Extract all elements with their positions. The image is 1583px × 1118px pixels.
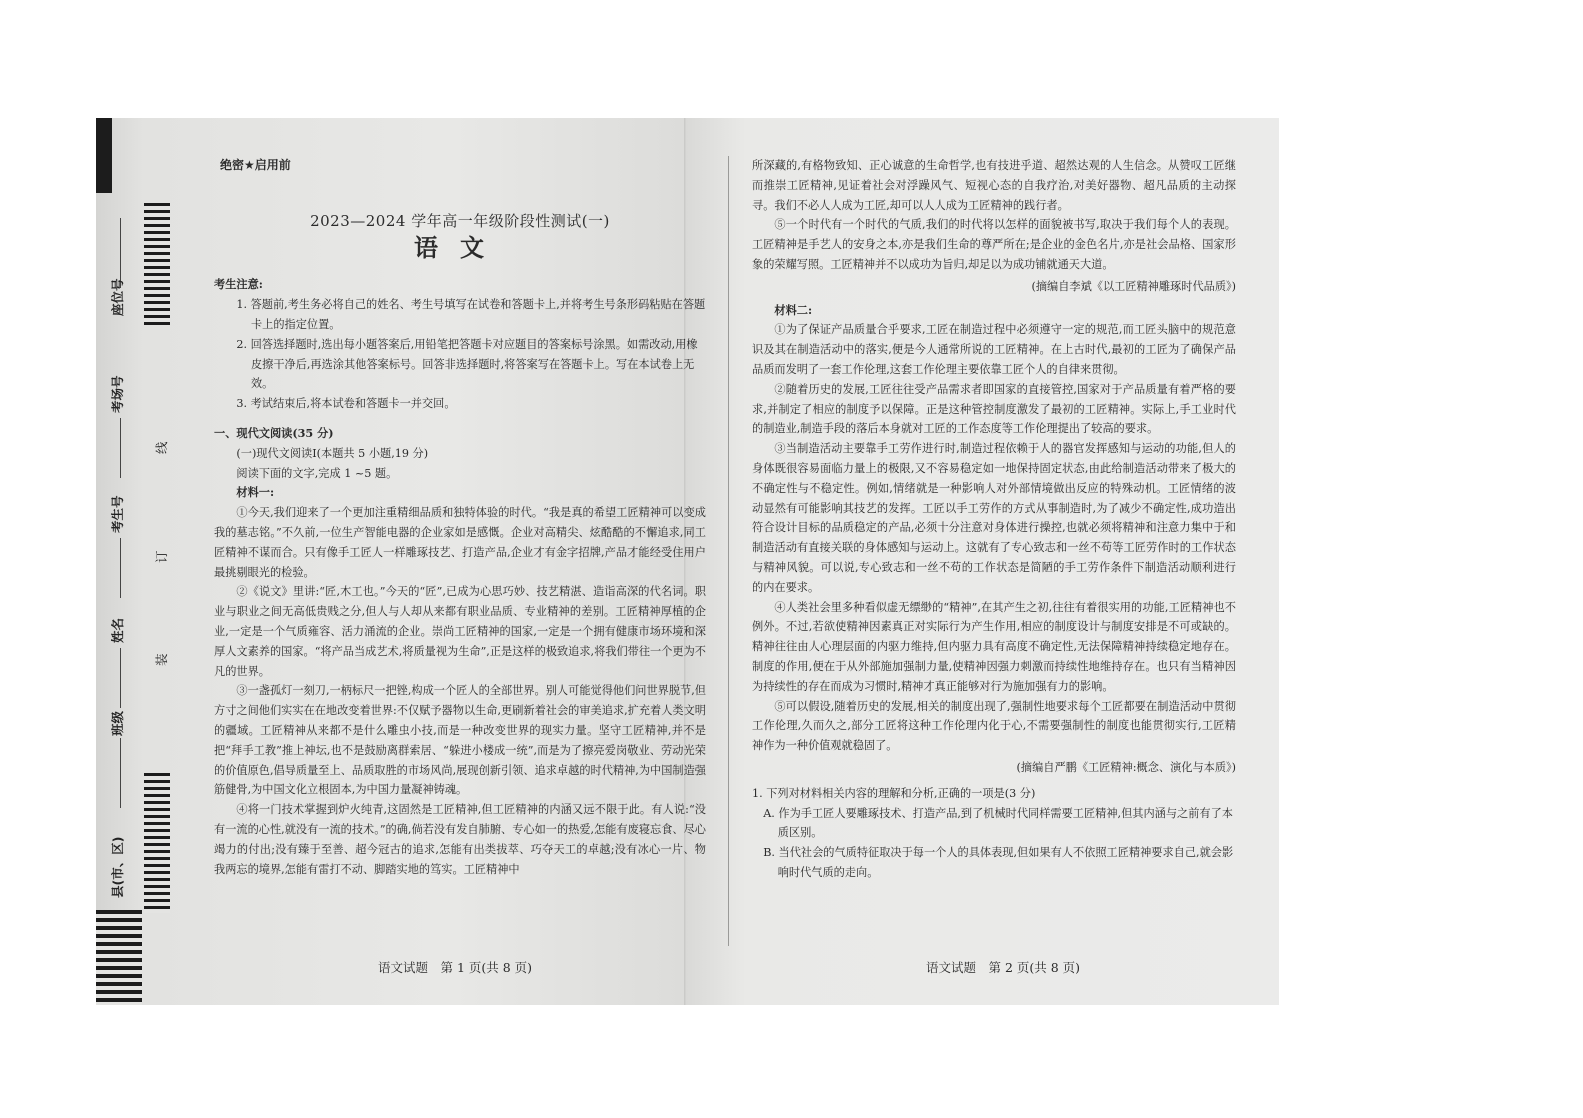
notice-item: 2. 回答选择题时,选出每小题答案后,用铅笔把答题卡对应题目的答案标号涂黑。如需改动,用橡皮擦干净后,再选涂其他答案标号。回答非选择题时,将答案写在答题卡上。写在本试卷上无效。 [236, 337, 698, 391]
subsection-heading: (一)现代文阅读Ⅰ(本题共 5 小题,19 分) [236, 446, 429, 460]
passage-paragraph: ④人类社会里多种看似虚无缥缈的“精神”,在其产生之初,往往有着很实用的功能,工匠精神也不例外。不过,若欲使精神因素真正对实际行为产生作用,相应的制度设计与制度安排是不可或缺的。精神往往由人心理层面的内驱力维持,但内驱力具有高度不确定性,无法保障精神持续稳定地存在。制度的作用,便在于从外部施加强制力量,使精神因强力刺激而持续性地维持存在。也只有当精神因为持续性的存在而成为习惯时,精神才真正能够对行为施加强有力的影响。 [752, 600, 1236, 693]
binding-line-mark: 线 [154, 441, 169, 454]
right-page-content [752, 156, 1236, 883]
page-footer-right: 语文试题 第 2 页(共 8 页) [926, 960, 1081, 975]
passage-paragraph: ③当制造活动主要靠手工劳作进行时,制造过程依赖于人的器官发挥感知与运动的功能,但人的身体既很容易面临力量上的极限,又不容易稳定如一地保持固定状态,由此给制造活动带来了极大的不确定性与不稳定性。例如,情绪就是一种影响人对外部情境做出反应的特殊动机。工匠情绪的波动显然有可能影响其技艺的发挥。工匠以手工劳作的方式从事制造时,为了减少不确定性,成功造出符合设计目标的品质稳定的产品,必须十分注意对身体进行操控,也就必须将精神和注意力集中于和制造活动有直接关联的身体感知与运动上。这就有了专心致志和一丝不苟等工匠劳作时的工作状态与精神风貌。可以说,专心致志和一丝不苟的工作状态是简陋的手工劳作条件下制造活动顺利进行的内在要求。 [752, 442, 1236, 594]
label-county: 县(市、区) [110, 836, 125, 898]
material-two-heading: 材料二: [774, 302, 813, 317]
passage-paragraph: ①为了保证产品质量合乎要求,工匠在制造过程中必须遵守一定的规范,而工匠头脑中的规范意识及其在制造活动中的落实,便是今人通常所说的工匠精神。在上古时代,最初的工匠为了确保产品品质而发明了一套工作伦理,这套工作伦理主要依靠工匠个人的自律来贯彻。 [752, 323, 1236, 376]
fill-line-class [120, 738, 121, 808]
passage-paragraph: ⑤可以假设,随着历史的发展,相关的制度出现了,强制性地要求每个工匠都要在制造活动中贯彻工作伦理,久而久之,部分工匠将这种工作伦理内化于心,不需要强制性的制度也能贯彻实行,工匠精神作为一种价值观就稳固了。 [752, 699, 1236, 753]
notice-item: 3. 考试结束后,将本试卷和答题卡一并交回。 [236, 397, 456, 411]
label-seat: 座位号 [110, 278, 125, 316]
passage-paragraph: ③一盏孤灯一刻刀,一柄标尺一把锉,构成一个匠人的全部世界。别人可能觉得他们问世界脱节,但方寸之间他们实实在在地改变着世界:不仅赋予器物以生命,更刷新着社会的审美追求,扩充着人类文明的疆域。工匠精神从来都不是什么雕虫小技,而是一种改变世界的现实力量。坚守工匠精神,并不是把“拜手工教”推上神坛,也不是鼓励离群索居、“躲进小楼成一统”,而是为了擦亮爱岗敬业、劳动光荣的价值原色,倡导质量至上、品质取胜的市场风尚,展现创新引领、追求卓越的时代精神,为中国制造强筋健骨,为中国文化立根固本,为中国力量凝神铸魂。 [214, 684, 706, 797]
passage-paragraph: ②《说文》里讲:“匠,木工也。”今天的“匠”,已成为心思巧妙、技艺精湛、造诣高深的代名词。职业与职业之间无高低贵贱之分,但人与人却从来都有职业品质、专业精神的差别。工匠精神厚植的企业,一定是一个气质雍容、活力涌流的企业。崇尚工匠精神的国家,一定是一个拥有健康市场环境和深厚人文素养的国家。“将产品当成艺术,将质量视为生命”,正是这样的极致追求,将我们带往一个更为不凡的世界。 [214, 585, 706, 678]
question-option: A. 作为手工匠人要雕琢技术、打造产品,到了机械时代同样需要工匠精神,但其内涵与之前有了本质区别。 [763, 806, 1233, 840]
subject-title: 语文 [414, 232, 506, 262]
fill-line-room [120, 418, 121, 478]
exam-title: 2023—2024 学年高一年级阶段性测试(一) [310, 211, 610, 230]
material-two-source: (摘编自严鹏《工匠精神:概念、演化与本质》) [1016, 760, 1236, 774]
material-one-source: (摘编自李斌《以工匠精神雕琢时代品质》) [1031, 279, 1236, 293]
notice-item: 1. 答题前,考生务必将自己的姓名、考生号填写在试卷和答题卡上,并将考生号条形码粘贴在答题卡上的指定位置。 [236, 298, 706, 331]
passage-paragraph: ②随着历史的发展,工匠往往受产品需求者即国家的直接管控,国家对于产品质量有着严格的要求,并制定了相应的制度予以保障。正是这种管控制度激发了最初的工匠精神。实际上,手工业时代的制造业,制造手段的落后本身就对工匠的工作态度等工作伦理提出了较高的要求。 [752, 382, 1236, 436]
question-one: 1. 下列对材料相关内容的理解和分析,正确的一项是(3 分) [752, 786, 1036, 800]
passage-paragraph-continued: 所深藏的,有格物致知、正心诚意的生命哲学,也有技进乎道、超然达观的人生信念。从赞叹工匠继而推崇工匠精神,见证着社会对浮躁风气、短视心态的自我疗治,对美好器物、超凡品质的主动探寻。我们不必人人成为工匠,却可以人人成为工匠精神的践行者。 [752, 159, 1236, 212]
column-divider [728, 156, 729, 946]
question-option: B. 当代社会的气质特征取决于每一个人的具体表现,但如果有人不依照工匠精神要求自己,就会影响时代气质的走向。 [763, 846, 1234, 879]
notice-heading: 考生注意: [214, 277, 263, 292]
binding-bar-bottom [96, 910, 142, 1005]
passage-paragraph: ④将一门技术掌握到炉火纯青,这固然是工匠精神,但工匠精神的内涵又远不限于此。有人说:“没有一流的心性,就没有一流的技术。”的确,倘若没有发自肺腑、专心如一的热爱,怎能有废寝忘食、尽心竭力的付出;没有臻于至善、超今冠古的追求,怎能有出类拔萃、巧夺天工的卓越;没有冰心一片、物我两忘的境界,怎能有雷打不动、脚踏实地的笃实。工匠精神中 [214, 803, 706, 876]
label-exam-no: 考生号 [110, 495, 125, 533]
passage-paragraph: ①今天,我们迎来了一个更加注重精细品质和独特体验的时代。“我是真的希望工匠精神可以变成我的墓志铭。”不久前,一位生产智能电器的企业家如是感慨。企业对高精尖、炫酷酷的不懈追求,同工匠精神不谋而合。只有像手工匠人一样雕琢技艺、打造产品,企业才有金字招牌,产品才能经受住用户最挑剔眼光的检验。 [214, 506, 706, 579]
section-heading: 一、现代文阅读(35 分) [214, 425, 334, 440]
binding-margin [96, 118, 174, 1005]
fill-line-name [120, 648, 121, 708]
barcode-stripes-top [144, 203, 170, 325]
label-class: 班级 [110, 710, 125, 736]
barcode-stripes-bottom [144, 773, 170, 913]
exam-sheet [96, 118, 1279, 1005]
binding-zhuang-mark: 装 [154, 653, 169, 666]
confidential-mark: 绝密★启用前 [220, 158, 291, 172]
passage-paragraph: ⑤一个时代有一个时代的气质,我们的时代将以怎样的面貌被书写,取决于我们每个人的表现。工匠精神是手艺人的安身之本,亦是我们生命的尊严所在;是企业的金色名片,亦是社会品格、国家形象的荣耀写照。工匠精神并不以成功为旨归,却足以为成功铺就通天大道。 [752, 218, 1236, 271]
page-footer-left: 语文试题 第 1 页(共 8 页) [378, 960, 533, 975]
label-name: 姓名 [110, 617, 125, 643]
binding-ding-mark: 订 [154, 550, 169, 563]
label-room: 考场号 [110, 375, 125, 413]
left-page-content [214, 156, 706, 879]
binding-bar-top [96, 118, 112, 193]
material-one-heading: 材料一: [236, 485, 275, 500]
fill-line-exam-no [120, 538, 121, 598]
reading-instruction: 阅读下面的文字,完成 1 ~5 题。 [236, 466, 398, 480]
